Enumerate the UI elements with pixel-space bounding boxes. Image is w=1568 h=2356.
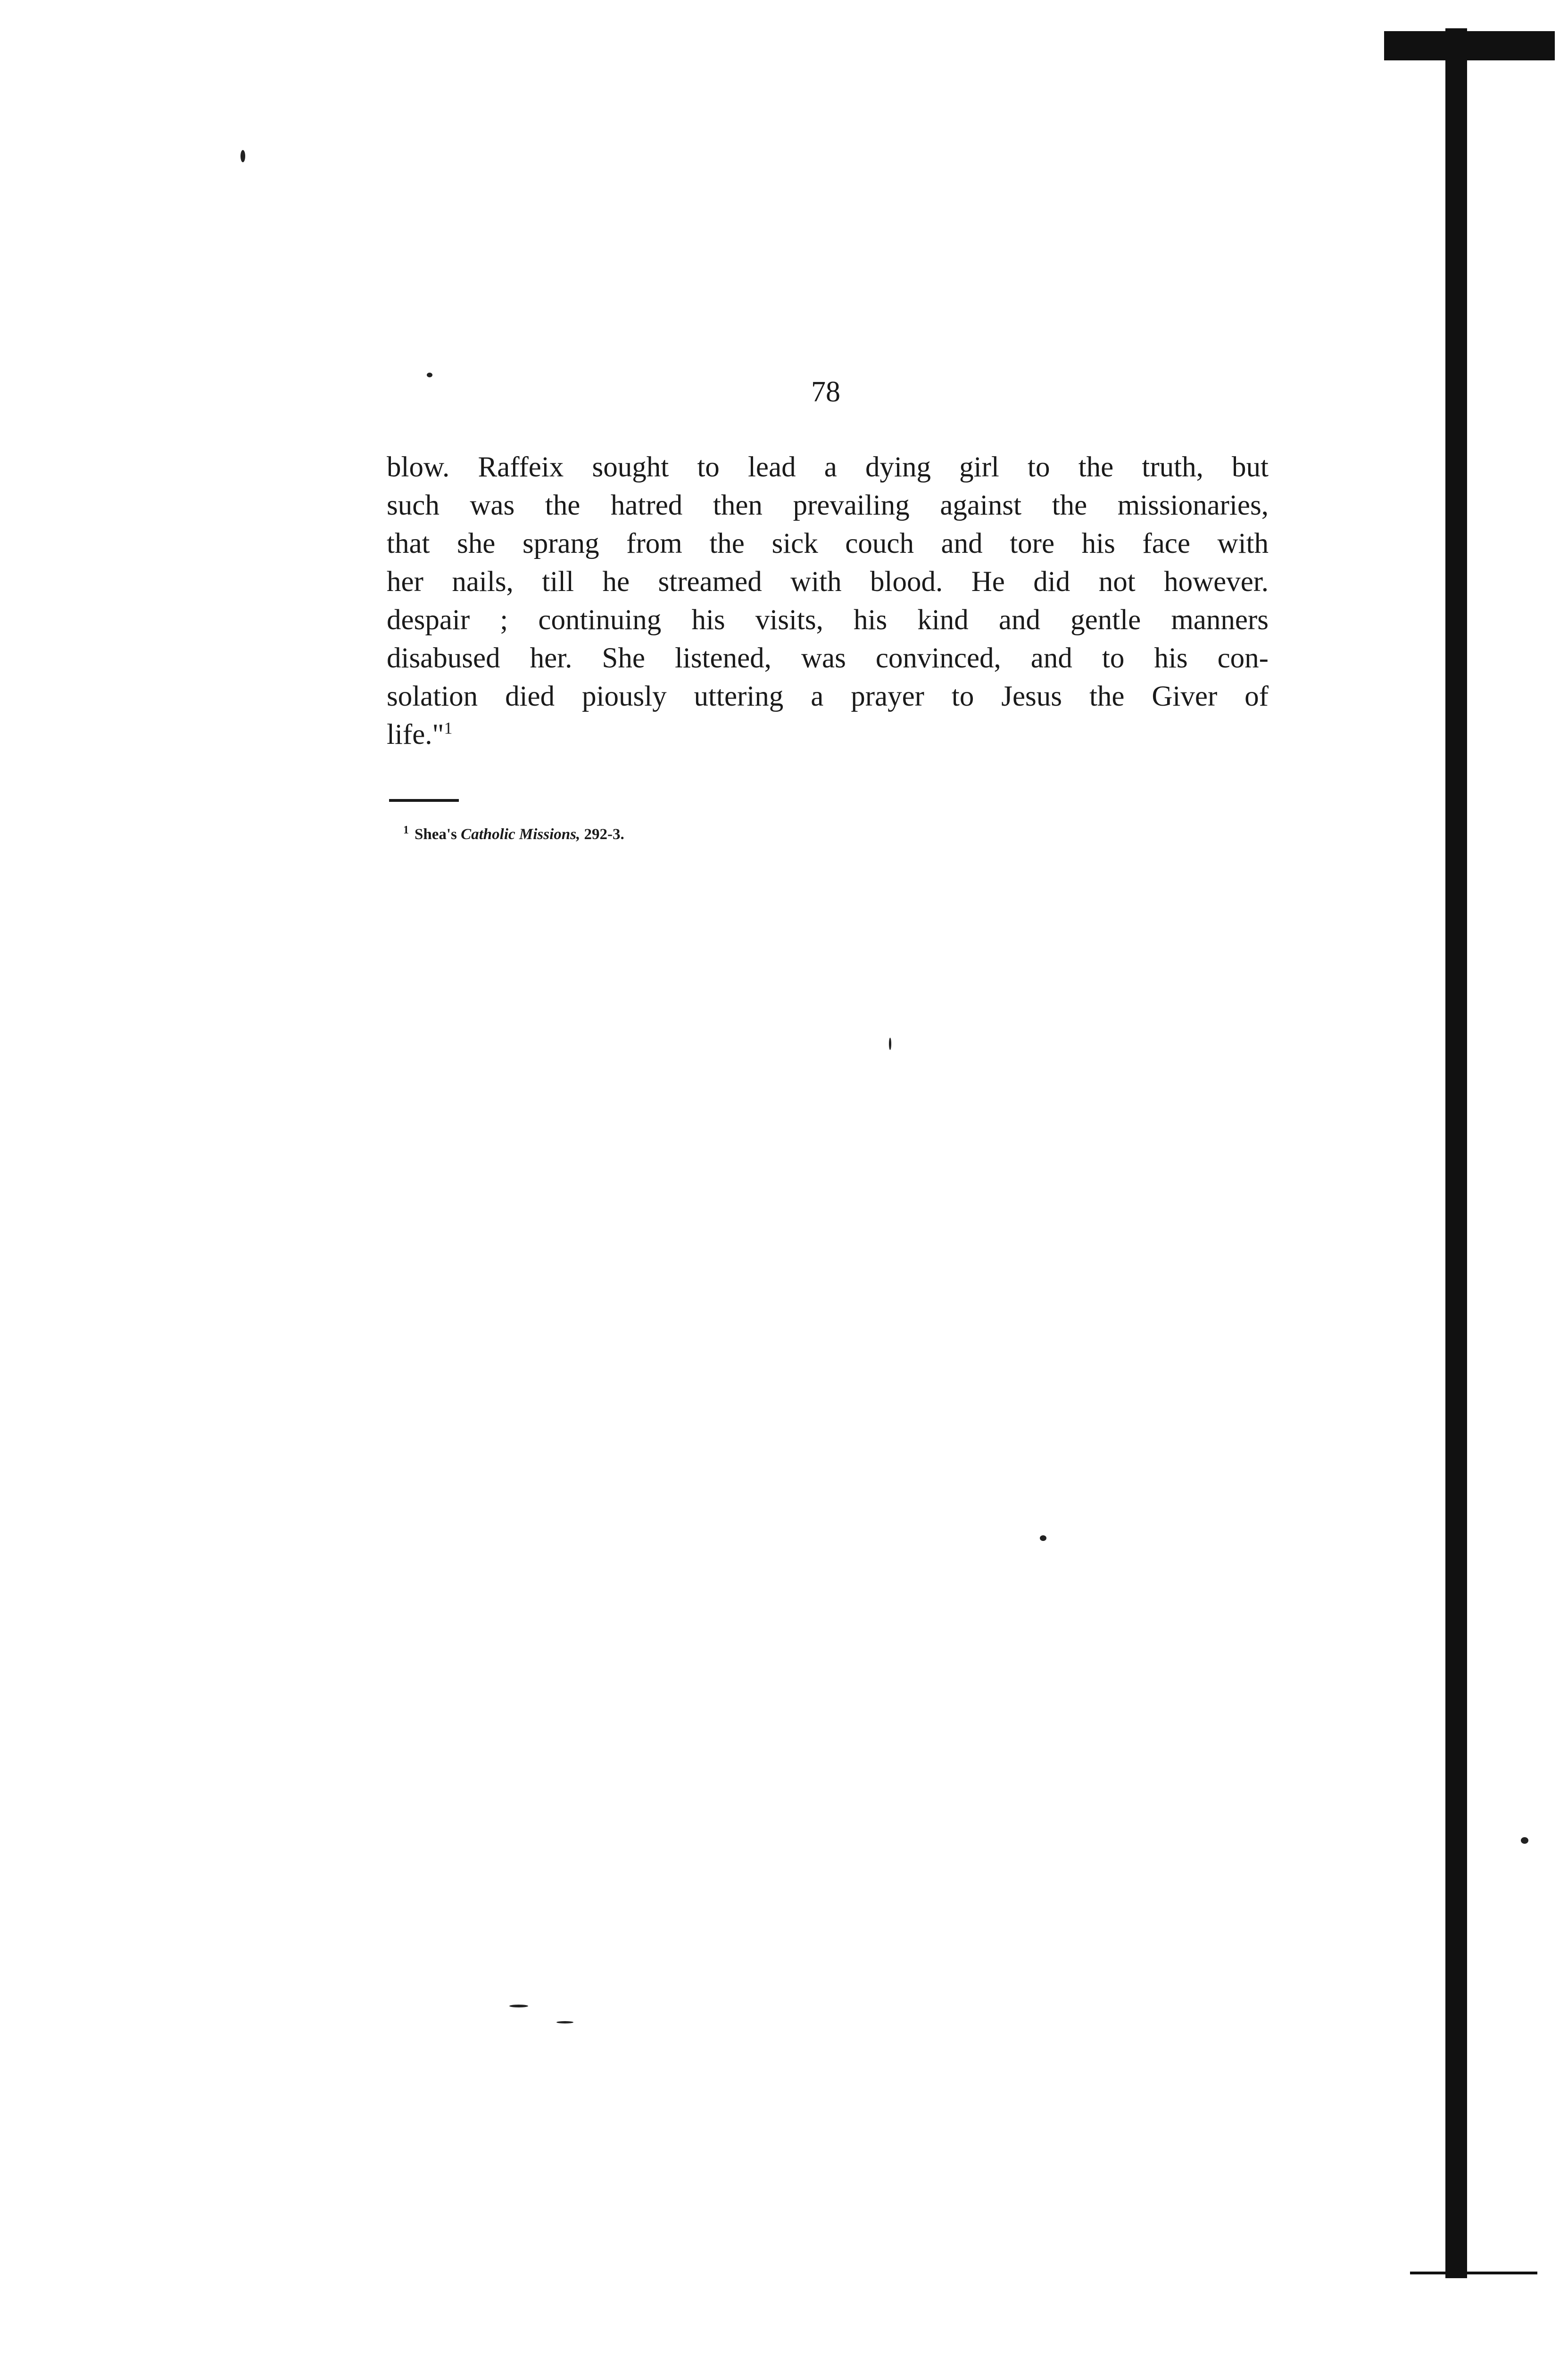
footnote (403, 824, 624, 842)
footnote-title: Catholic Missions, (461, 826, 581, 843)
scan-speck (509, 2005, 528, 2007)
scan-speck (889, 1038, 891, 1050)
binding-bar-vertical (1445, 28, 1467, 2278)
footnote-pages: 292-3. (584, 826, 624, 843)
footnote-author: Shea's (415, 826, 457, 843)
page-number: 78 (811, 376, 840, 408)
binding-bar-bottom (1410, 2272, 1537, 2274)
body-line: her nails, till he streamed with blood. He did not however. (387, 566, 1269, 598)
scan-speck (427, 373, 432, 377)
body-line: that she sprang from the sick couch and tore his face with (387, 528, 1269, 559)
scan-speck (556, 2021, 573, 2023)
body-line: solation died piously uttering a prayer to Jesus the Giver of (387, 681, 1269, 712)
body-line-last (387, 716, 1269, 754)
body-line: such was the hatred then prevailing against the missionaries, (387, 490, 1269, 521)
footnote-number: 1 (403, 824, 409, 836)
body-line: despair ; continuing his visits, his kind and gentle manners (387, 604, 1269, 636)
footnote-marker: 1 (444, 718, 453, 738)
body-line: disabused her. She listened, was convinced, and to his con- (387, 642, 1269, 674)
binding-bar-top (1384, 31, 1555, 60)
body-paragraph (387, 448, 1269, 754)
scan-speck (1521, 1837, 1528, 1844)
body-line: blow. Raffeix sought to lead a dying girl to the truth, but (387, 451, 1269, 483)
body-line-text: life." (387, 719, 444, 750)
footnote-divider (389, 799, 459, 802)
scan-speck (1040, 1535, 1046, 1541)
scan-speck (241, 150, 245, 162)
